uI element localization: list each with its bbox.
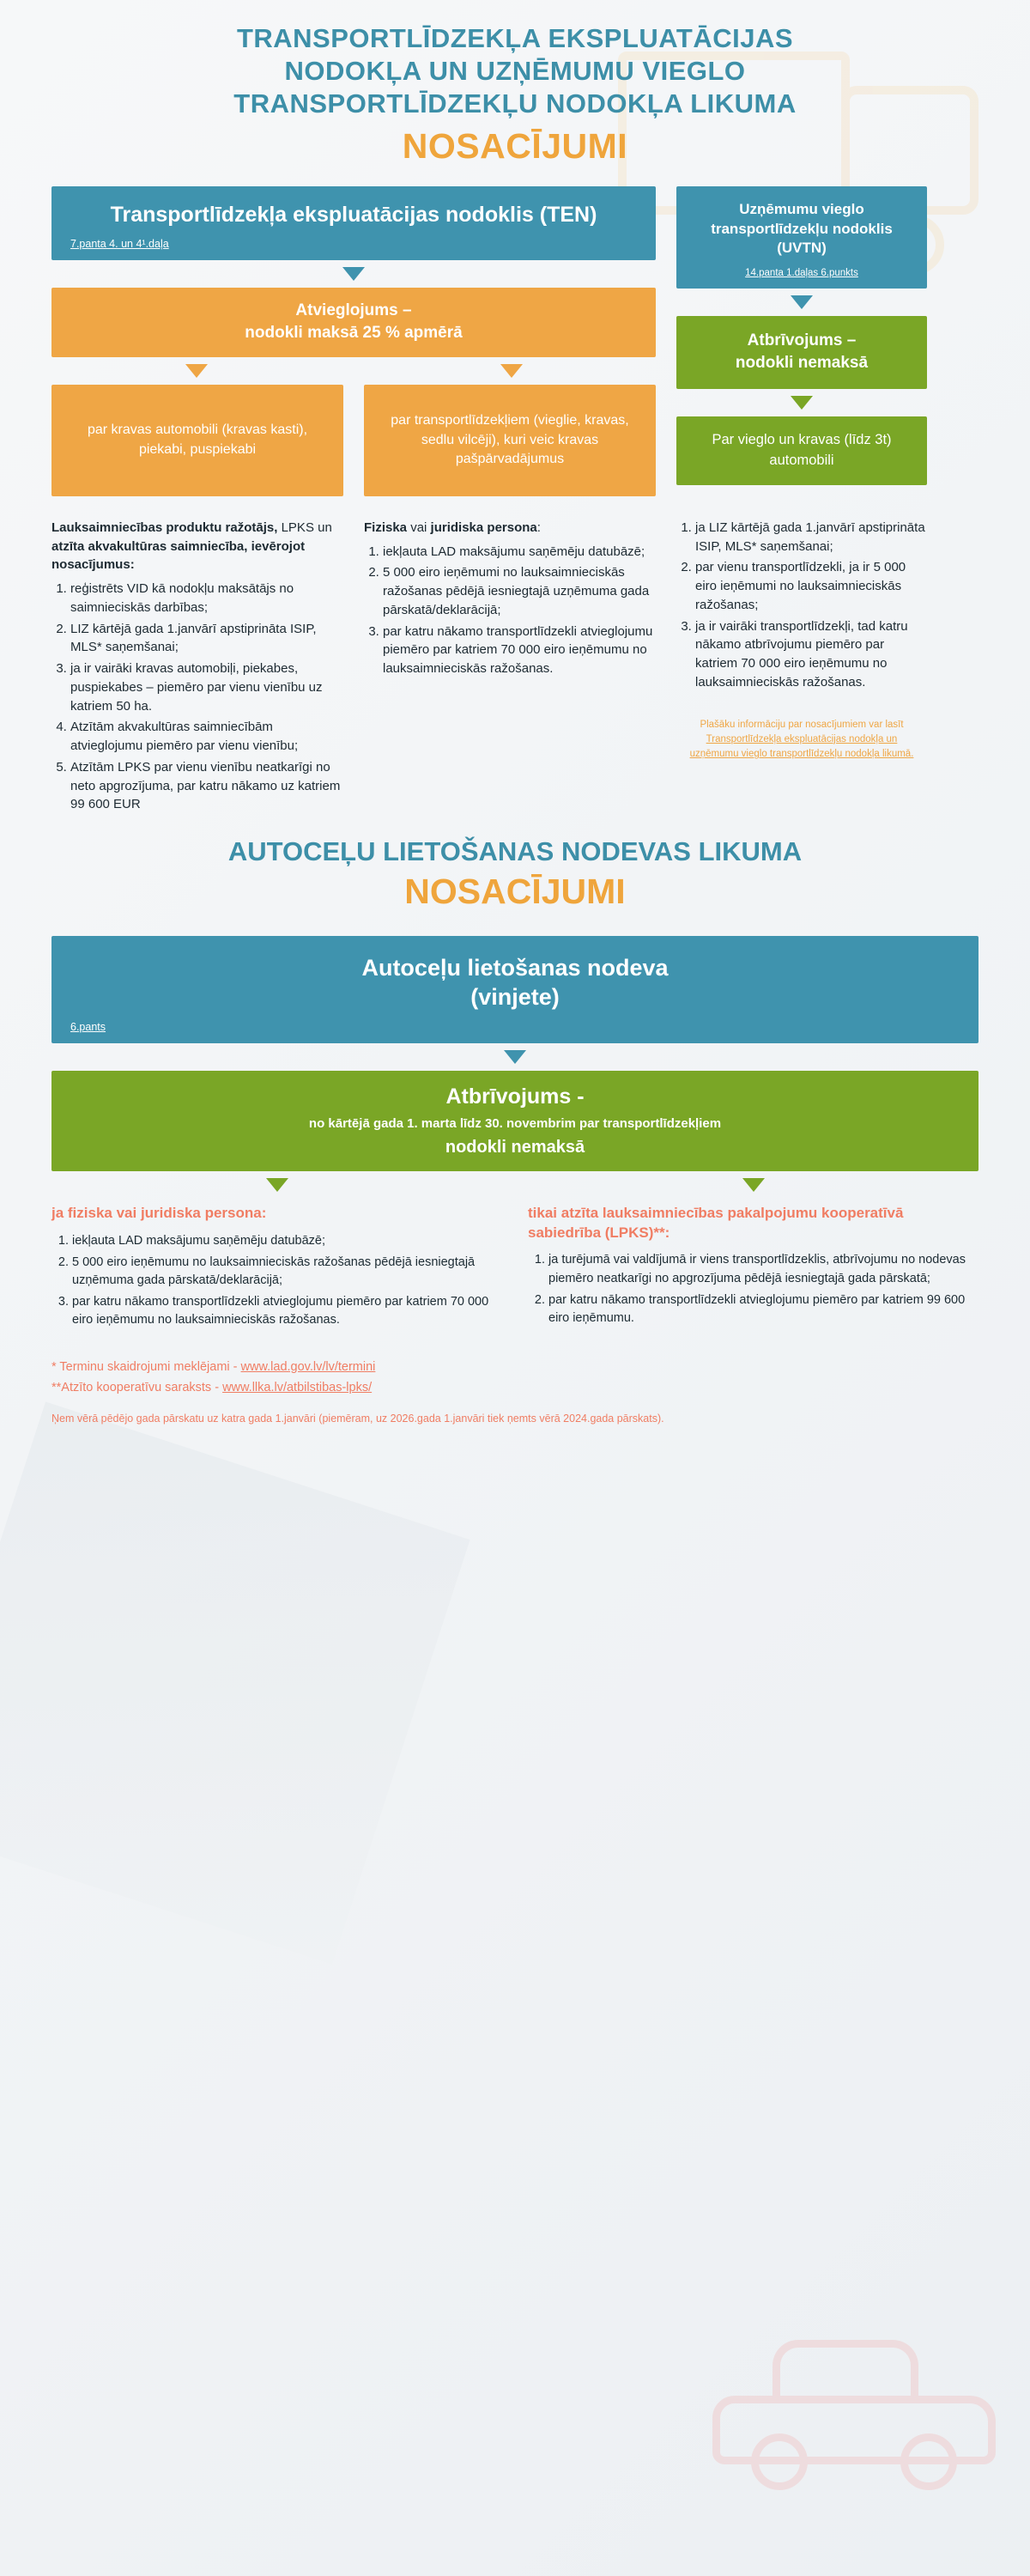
list-item: 2. par katru nākamo transportlīdzekli atvieglojumu piemēro par katriem 99 600 eiro ieņēmumu. — [548, 1291, 978, 1327]
note-coops-link[interactable]: www.llka.lv/atbilstibas-lpks/ — [222, 1381, 373, 1395]
note-coops-prefix: **Atzīto kooperatīvu saraksts - — [52, 1381, 223, 1395]
column3-list — [676, 519, 927, 692]
arrow-down-icon — [791, 396, 813, 410]
pasparvadajumi-text: par transportlīdzekļiem (vieglie, kravas, sedlu vilcēji), kuri veic kravas pašpārvadājumus — [391, 412, 629, 467]
vinjete-title-line1: Autoceļu lietošanas nodeva — [361, 954, 669, 981]
vieglo-kravas-text: Par vieglo un kravas (līdz 3t) automobili — [712, 431, 892, 468]
vinjete-reference: 6.pants — [70, 1020, 106, 1033]
section1-title-accent: NOSACĪJUMI — [402, 126, 628, 167]
note-annual-report: Ņem vērā pēdējo gada pārskatu uz katra gada 1.janvāri (piemēram, uz 2026.gada 1.janvāri tiek ņemts vērā 2024.gada pārskats). — [52, 1412, 664, 1425]
atbrivojums2-line1: Atbrīvojums - — [445, 1084, 585, 1109]
column2-heading — [364, 519, 656, 538]
uvtn-box-reference: 14.panta 1.daļas 6.punkts — [745, 267, 858, 278]
atbrivojums-box — [676, 316, 927, 389]
kravas-automobilis-box — [52, 385, 343, 496]
list-item: 3. par katru nākamo transportlīdzekli atvieglojumu piemēro par katriem 70 000 eiro ieņēmumu no lauksaimnieciskās ražošanas. — [72, 1293, 502, 1329]
atbrivojums2-line2: no kārtējā gada 1. marta līdz 30. novembrim par transportlīdzekļiem — [308, 1115, 722, 1131]
column-left-list — [52, 1232, 502, 1329]
uvtn-box-title: Uzņēmumu vieglo transportlīdzekļu nodoklis (UVTN) — [711, 201, 893, 256]
uvtn-branch — [676, 186, 927, 484]
section2-title-accent: NOSACĪJUMI — [404, 872, 626, 912]
list-item: 1. ja LIZ kārtējā gada 1.janvārī apstiprināta ISIP, MLS* saņemšanai; — [695, 519, 927, 556]
column2-heading-part2: vai — [407, 519, 431, 535]
column-fiziska-juridiska-persona — [52, 1204, 502, 1333]
note-terms-prefix: * Terminu skaidrojumi meklējami - — [52, 1359, 241, 1374]
section2-title-line1: AUTOCEĻU LIETOŠANAS NODEVAS LIKUMA — [227, 836, 803, 867]
column1-list — [52, 580, 343, 814]
vinjete-title-line2: (vinjete) — [470, 984, 560, 1011]
bottom-notes — [0, 1357, 1030, 1399]
list-item: 5. Atzītām LPKS par vienu vienību neatkarīgi no neto apgrozījuma, par katru nākamo uz katriem 99 600 EUR — [70, 758, 343, 814]
column-right-heading: tikai atzīta lauksaimniecības pakalpojumu kooperatīvā sabiedrība (LPKS)**: — [528, 1204, 904, 1241]
list-item: 3. par katru nākamo transportlīdzekli atvieglojumu piemēro par katriem 70 000 eiro ieņēmumu no lauksaimnieciskās ražošanas. — [383, 623, 656, 678]
column-uvtn-conditions — [676, 519, 927, 817]
atbrivojums-line1: Atbrīvojums – — [747, 331, 857, 349]
arrow-down-icon — [185, 364, 208, 378]
ten-box — [52, 186, 656, 259]
column-right-list — [528, 1251, 978, 1327]
section2-text-columns — [52, 1204, 978, 1333]
list-item: 4. Atzītām akvakultūras saimniecībām atvieglojumu piemēro par vienu vienību; — [70, 718, 343, 756]
note-terms — [52, 1357, 978, 1378]
column-left-heading: ja fiziska vai juridiska persona: — [52, 1204, 267, 1221]
column2-heading-part1: Fiziska — [364, 519, 408, 535]
section1-footnote — [676, 718, 927, 762]
arrow-down-icon — [504, 1050, 526, 1064]
ten-box-title: Transportlīdzekļa ekspluatācijas nodoklis (TEN) — [110, 203, 597, 228]
atvieglojums-box — [52, 288, 656, 357]
section2-atbrivojums-box — [52, 1071, 978, 1171]
atvieglojums-line2: nodokli maksā 25 % apmērā — [245, 324, 463, 343]
vieglo-kravas-box — [676, 416, 927, 485]
car-outline-icon — [712, 2344, 996, 2499]
list-item: 2. par vienu transportlīdzekli, ja ir 5 000 eiro ieņēmumi no lauksaimnieciskās ražošanas; — [695, 558, 927, 614]
column1-heading — [52, 519, 343, 574]
kravas-automobilis-text: par kravas automobili (kravas kasti), piekabi, puspiekabi — [87, 422, 308, 457]
list-item: 1. reģistrēts VID kā nodokļu maksātājs no saimnieciskās darbības; — [70, 580, 343, 617]
section1-diagram — [0, 167, 1030, 817]
list-item: 1. ja turējumā vai valdījumā ir viens transportlīdzeklis, atbrīvojumu no nodevas piemēro neatkarīgi no apgrozījuma pēdējā iesniegtajā gada pārskatā; — [548, 1251, 978, 1287]
column1-heading-part3: atzīta akvakultūras saimniecība, ievērojot nosacījumus: — [52, 538, 306, 573]
list-item: 2. LIZ kārtējā gada 1.janvārī apstiprināta ISIP, MLS* saņemšanai; — [70, 620, 343, 658]
column1-heading-part2: LPKS un — [277, 519, 332, 535]
column2-list — [364, 543, 656, 678]
list-item: 3. ja ir vairāki transportlīdzekļi, tad katru nākamo atbrīvojumu piemēro par katriem 70 000 eiro ieņēmumu no lauksaimnieciskās ražošanas. — [695, 617, 927, 692]
arrow-down-icon — [500, 364, 523, 378]
ten-branch — [52, 186, 656, 495]
background-polygon — [0, 1401, 470, 1964]
vinjete-box — [52, 936, 978, 1043]
column2-heading-part3: juridiska persona — [430, 519, 537, 535]
note-coops — [52, 1377, 978, 1399]
atbrivojums-line2: nodokli nemaksā — [735, 354, 869, 373]
ten-box-reference: 7.panta 4. un 4¹.daļa — [70, 237, 169, 250]
section1-title — [0, 0, 1030, 167]
section2-diagram — [0, 936, 1030, 1333]
list-item: 1. iekļauta LAD maksājumu saņēmēju datubāzē; — [72, 1232, 502, 1250]
note-terms-link[interactable]: www.lad.gov.lv/lv/termini — [240, 1359, 376, 1374]
list-item: 3. ja ir vairāki kravas automobiļi, piekabes, puspiekabes – piemēro par vienu vienību uz katriem 50 ha. — [70, 659, 343, 715]
arrow-down-icon — [791, 295, 813, 309]
column1-heading-part1: Lauksaimniecības produktu ražotājs, — [52, 519, 278, 535]
footnote-link-line1[interactable]: Transportlīdzekļa ekspluatācijas nodokļa un — [706, 733, 898, 744]
section1-text-columns — [52, 519, 978, 817]
footnote-line1: Plašāku informāciju par nosacījumiem var lasīt — [700, 719, 904, 730]
atbrivojums2-line3: nodokli nemaksā — [445, 1137, 585, 1157]
footnote-link-line2[interactable]: uzņēmumu vieglo transportlīdzekļu nodokļa likumā. — [689, 749, 914, 760]
column-lauksaimniecibas — [52, 519, 343, 817]
arrow-down-icon — [342, 267, 365, 281]
list-item: 1. iekļauta LAD maksājumu saņēmēju datubāzē; — [383, 543, 656, 562]
list-item: 2. 5 000 eiro ieņēmumi no lauksaimnieciskās ražošanas pēdējā iesniegtajā uzņēmuma gada pārskatā/deklarācijā; — [383, 563, 656, 619]
section1-title-line2: NODOKĻA UN UZŅĒMUMU VIEGLO — [284, 55, 746, 86]
arrow-down-icon — [742, 1178, 765, 1192]
uvtn-box — [676, 186, 927, 288]
section1-title-line1: TRANSPORTLĪDZEKĻA EKSPLUATĀCIJAS — [236, 23, 794, 53]
column2-heading-part4: : — [536, 519, 541, 535]
arrow-down-icon — [266, 1178, 288, 1192]
section1-title-line3: TRANSPORTLĪDZEKĻU NODOKĻA LIKUMA — [233, 88, 797, 118]
list-item: 2. 5 000 eiro ieņēmumu no lauksaimnieciskās ražošanas pēdējā iesniegtajā uzņēmuma gada pārskatā/deklarācijā; — [72, 1254, 502, 1290]
column-lpks — [528, 1204, 978, 1333]
pasparvadajumi-box — [364, 385, 656, 496]
column-fiziska-juridiska — [364, 519, 656, 817]
atvieglojums-line1: Atvieglojums – — [295, 301, 412, 319]
section2-title — [0, 817, 1030, 913]
